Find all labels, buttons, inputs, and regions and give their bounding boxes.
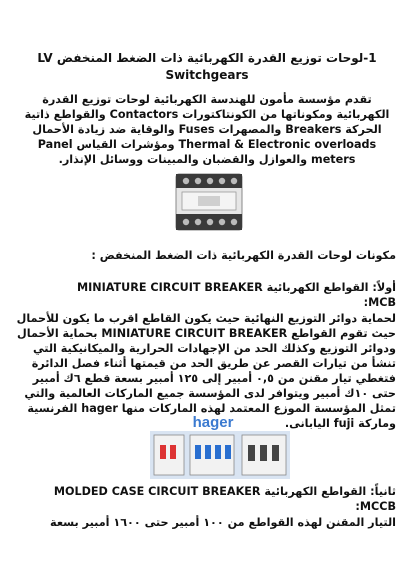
mccb-heading-line-2: MCCB: (355, 500, 396, 513)
components-heading: مكونات لوحات القدرة الكهربائية ذات الضغط المنخفض : (91, 249, 396, 262)
mccb-heading (18, 484, 396, 514)
hager-logo: hager (192, 414, 234, 431)
contactor-device-image (168, 168, 250, 234)
mcb-heading-line-1: أولاً: القواطع الكهربائية MINIATURE CIRCUIT BREAKER (76, 281, 396, 294)
section-title (30, 50, 384, 84)
mccb-paragraph: التيار المقنن لهذه القواطع من ١٠٠ أمبير حتى ١٦٠٠ أمبير بسعة (50, 516, 396, 529)
mcb-paragraph: لحماية دوائر التوزيع النهائية حيث يكون القاطع اقرب ما يكون للأحمال حيث تقوم القواطع MINIATURE CIRCUIT BREAKER بحماية الأحمال ودوائر التوزيع وكذلك الحد من الإجهادات الحرارية والميكانيكية التي تنشأ من تيارات القصر عن طريق الحد من قيمتها أثناء فصل الدائرة فتغطي تيار مقنن من ٠,٥ أمبير إلى ١٢٥ أمبير بسعة قطع ٦ك أمبير حتى ١٠ك أمبير ويتوافر لدى المؤسسة جميع الماركات العالمية والتي تمثل المؤسسة الموزع المعتمد لهذه الماركات منها hager الفرنسية وماركة fuji اليابانى. (16, 312, 396, 430)
mcb-heading (18, 280, 396, 310)
mcb-heading-line-2: MCB: (363, 296, 396, 309)
title-line-2: Switchgears (165, 68, 249, 82)
title-line-1: 1-لوحات توزيع القدرة الكهربائية ذات الضغط المنخفض LV (37, 51, 377, 65)
mccb-heading-line-1: ثانياً: القواطع الكهربائية MOLDED CASE CIRCUIT BREAKER (53, 485, 396, 498)
mcb-breakers-image (150, 431, 290, 479)
intro-paragraph: تقدم مؤسسة مأمون للهندسة الكهربائية لوحات توزيع القدرة الكهربائية ومكوناتها من الكونتاكتورات Contactors والقواطع ذاتية الحركة Breakers والمصهرات Fuses والوقاية ضد زيادة الأحمال Thermal & Electronic overloads ومؤشرات القياس Panel meters والعوازل والقضبان والمبينات ووسائل الإنذار. (24, 93, 390, 166)
